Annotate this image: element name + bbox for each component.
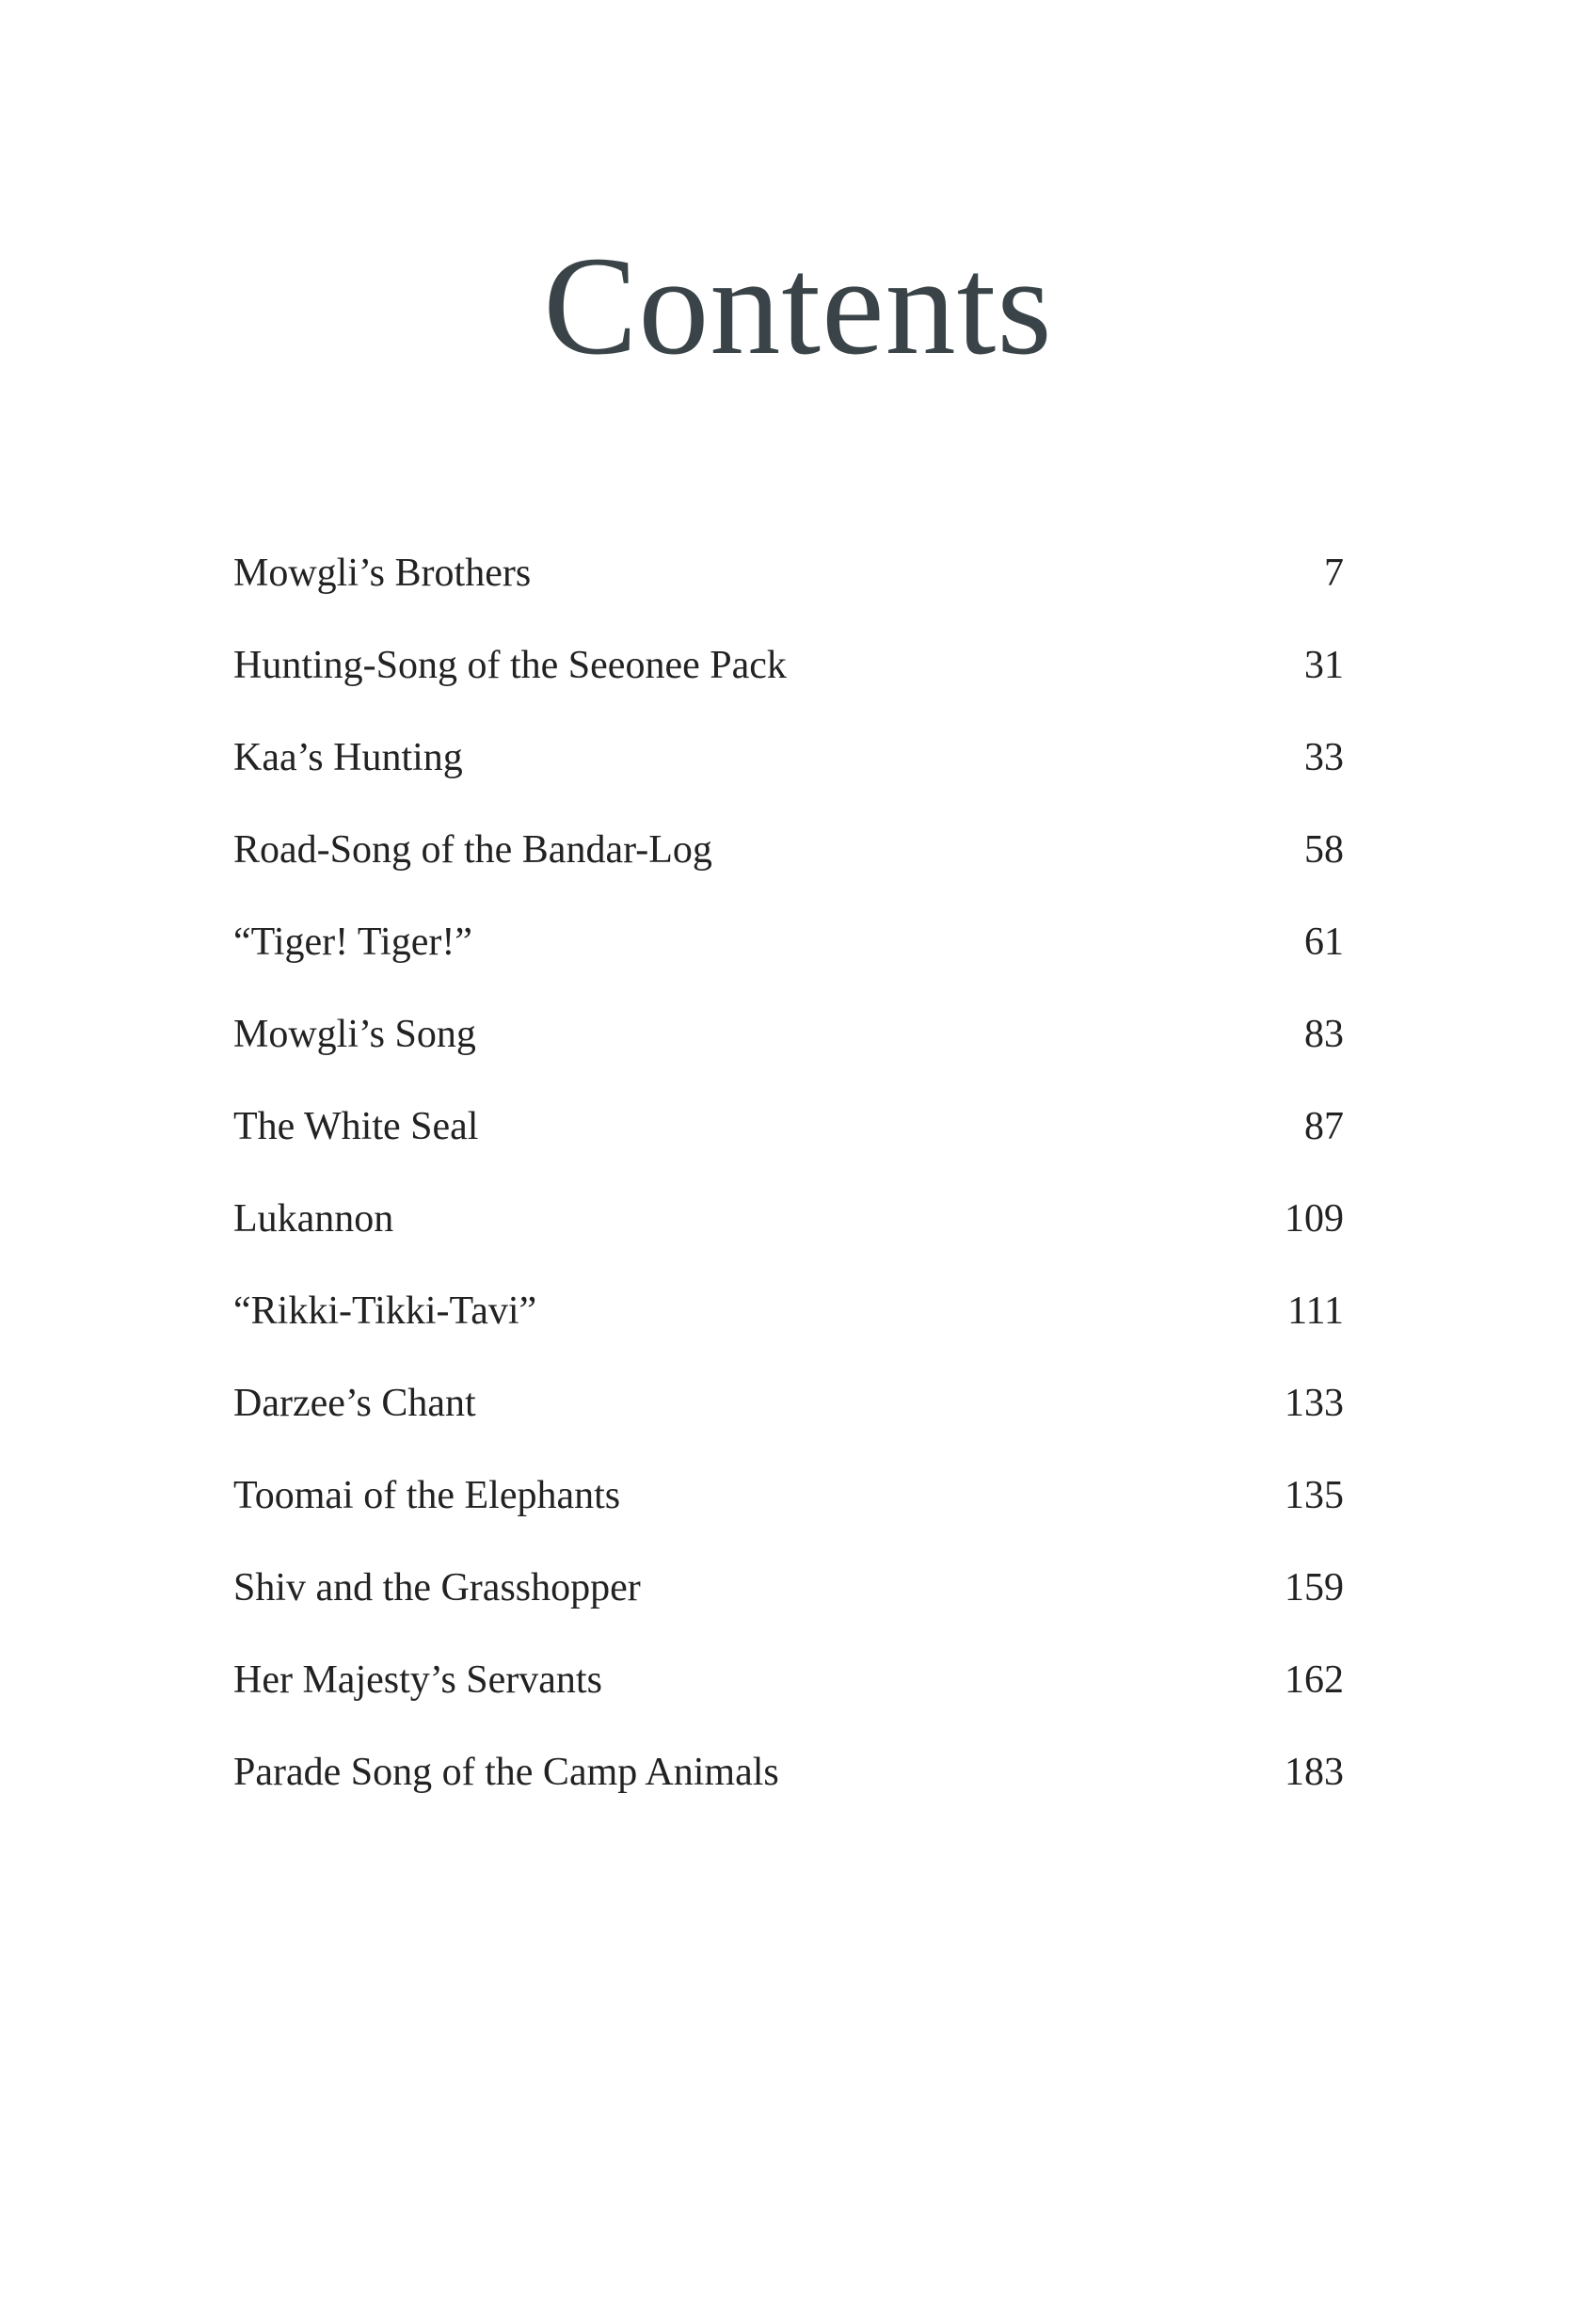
toc-entry bbox=[233, 1463, 1344, 1555]
toc-entry-page-number: 159 bbox=[1285, 1566, 1344, 1609]
toc-entry-title: Road-Song of the Bandar-Log bbox=[233, 828, 712, 872]
page-title: Contents bbox=[543, 228, 1053, 384]
toc-entry-title: Hunting-Song of the Seeonee Pack bbox=[233, 644, 787, 687]
toc-entry-title: Mowgli’s Brothers bbox=[233, 552, 532, 595]
toc-entry bbox=[233, 817, 1344, 909]
toc-entry bbox=[233, 1186, 1344, 1278]
toc-entry bbox=[233, 725, 1344, 817]
toc-entry-page-number: 133 bbox=[1285, 1382, 1344, 1425]
toc-entry-page-number: 109 bbox=[1285, 1197, 1344, 1241]
toc-entry bbox=[233, 633, 1344, 725]
toc-entry-title: Lukannon bbox=[233, 1197, 394, 1241]
toc-entry-page-number: 83 bbox=[1304, 1013, 1344, 1056]
toc-entry bbox=[233, 909, 1344, 1001]
toc-entry-title: The White Seal bbox=[233, 1105, 479, 1148]
toc-entry-page-number: 7 bbox=[1324, 552, 1344, 595]
toc-entry-page-number: 162 bbox=[1285, 1658, 1344, 1702]
toc-entry-title: “Tiger! Tiger!” bbox=[233, 921, 472, 964]
toc-entry bbox=[233, 1555, 1344, 1647]
toc-entry-title: Shiv and the Grasshopper bbox=[233, 1566, 641, 1609]
table-of-contents bbox=[233, 540, 1344, 1832]
toc-entry-page-number: 61 bbox=[1304, 921, 1344, 964]
toc-entry-page-number: 87 bbox=[1304, 1105, 1344, 1148]
toc-entry bbox=[233, 1278, 1344, 1370]
toc-entry bbox=[233, 1094, 1344, 1186]
toc-entry-page-number: 58 bbox=[1304, 828, 1344, 872]
toc-entry-title: “Rikki-Tikki-Tavi” bbox=[233, 1289, 537, 1333]
toc-entry-title: Her Majesty’s Servants bbox=[233, 1658, 602, 1702]
toc-entry-page-number: 31 bbox=[1304, 644, 1344, 687]
toc-entry-page-number: 33 bbox=[1304, 736, 1344, 779]
toc-entry-title: Parade Song of the Camp Animals bbox=[233, 1751, 779, 1794]
toc-entry bbox=[233, 1647, 1344, 1739]
toc-entry-page-number: 111 bbox=[1287, 1289, 1344, 1333]
toc-entry-title: Mowgli’s Song bbox=[233, 1013, 476, 1056]
toc-entry bbox=[233, 1739, 1344, 1832]
toc-entry-page-number: 135 bbox=[1285, 1474, 1344, 1517]
toc-entry-page-number: 183 bbox=[1285, 1751, 1344, 1794]
toc-entry-title: Toomai of the Elephants bbox=[233, 1474, 621, 1517]
toc-entry bbox=[233, 1370, 1344, 1463]
toc-entry-title: Darzee’s Chant bbox=[233, 1382, 476, 1425]
toc-entry bbox=[233, 1001, 1344, 1094]
toc-entry-title: Kaa’s Hunting bbox=[233, 736, 463, 779]
toc-entry bbox=[233, 540, 1344, 633]
